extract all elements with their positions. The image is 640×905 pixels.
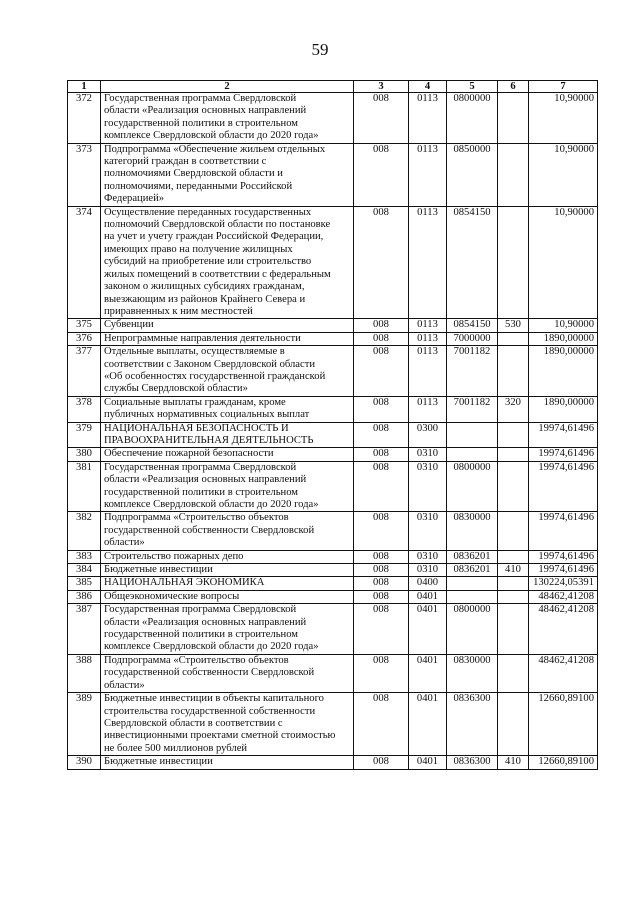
table-row — [68, 143, 598, 206]
row-number: 389 — [68, 693, 101, 756]
row-name-line: законом о жилищных субсидиях гражданам, — [104, 281, 305, 293]
row-amount: 10,90000 — [529, 206, 598, 319]
code-section: 008 — [354, 577, 409, 590]
code-subsection: 0401 — [409, 756, 447, 769]
code-section: 008 — [354, 319, 409, 332]
row-name — [101, 206, 354, 319]
row-amount: 10,90000 — [529, 319, 598, 332]
row-name-line: НАЦИОНАЛЬНАЯ ЭКОНОМИКА — [104, 577, 265, 589]
row-name-line: НАЦИОНАЛЬНАЯ БЕЗОПАСНОСТЬ И — [104, 422, 289, 434]
row-amount: 130224,05391 — [529, 577, 598, 590]
row-name-line: государственной политики в строительном — [104, 117, 298, 129]
code-target — [447, 577, 498, 590]
table-row — [68, 512, 598, 550]
code-subsection: 0113 — [409, 143, 447, 206]
row-amount: 19974,61496 — [529, 448, 598, 461]
row-number: 388 — [68, 654, 101, 692]
code-subsection: 0310 — [409, 550, 447, 563]
code-expense-type — [498, 143, 529, 206]
code-target: 7000000 — [447, 332, 498, 345]
row-number: 377 — [68, 346, 101, 397]
row-name-line: категорий граждан в соответствии с — [104, 156, 267, 168]
row-name — [101, 346, 354, 397]
row-name-line: Бюджетные инвестиции — [104, 756, 213, 768]
row-name-line: полномочиями Свердловской области и — [104, 168, 283, 180]
table-row — [68, 346, 598, 397]
row-amount: 12660,89100 — [529, 756, 598, 769]
budget-table — [67, 80, 598, 770]
code-target: 0854150 — [447, 319, 498, 332]
table-row — [68, 422, 598, 448]
table-row — [68, 577, 598, 590]
code-target — [447, 590, 498, 603]
row-name-line: Общеэкономические вопросы — [104, 590, 240, 602]
code-expense-type — [498, 346, 529, 397]
code-subsection: 0401 — [409, 604, 447, 655]
code-expense-type — [498, 206, 529, 319]
code-target: 0854150 — [447, 206, 498, 319]
row-name-line: Отдельные выплаты, осуществляемые в — [104, 346, 285, 358]
row-name — [101, 512, 354, 550]
row-name — [101, 93, 354, 144]
row-name-line: государственной политики в строительном — [104, 486, 298, 498]
code-expense-type: 410 — [498, 756, 529, 769]
row-name-line: полномочиями, переданными Российской — [104, 180, 293, 192]
code-subsection: 0310 — [409, 564, 447, 577]
row-number: 379 — [68, 422, 101, 448]
table-row — [68, 756, 598, 769]
row-name-line: Подпрограмма «Строительство объектов — [104, 512, 289, 524]
code-expense-type — [498, 93, 529, 144]
code-section: 008 — [354, 550, 409, 563]
code-target — [447, 448, 498, 461]
row-name — [101, 332, 354, 345]
code-section: 008 — [354, 332, 409, 345]
row-name-line: соответствии с Законом Свердловской области — [104, 358, 316, 370]
row-name — [101, 396, 354, 422]
code-expense-type — [498, 550, 529, 563]
row-name-line: Государственная программа Свердловской — [104, 461, 297, 473]
row-name-line: ПРАВООХРАНИТЕЛЬНАЯ ДЕЯТЕЛЬНОСТЬ — [104, 434, 314, 446]
row-name-line: Подпрограмма «Обеспечение жильем отдельных — [104, 143, 326, 155]
table-row — [68, 564, 598, 577]
table-row — [68, 396, 598, 422]
table-header-row — [68, 81, 598, 93]
header-cell: 4 — [409, 81, 447, 93]
code-target: 0836201 — [447, 564, 498, 577]
row-name-line: области «Реализация основных направлений — [104, 474, 307, 486]
row-name-line: инвестиционными проектами сметной стоимостью — [104, 730, 336, 742]
row-name — [101, 461, 354, 512]
code-section: 008 — [354, 564, 409, 577]
row-name — [101, 577, 354, 590]
table-row — [68, 604, 598, 655]
row-amount: 19974,61496 — [529, 512, 598, 550]
row-amount: 12660,89100 — [529, 693, 598, 756]
row-name-line: Федерацией» — [104, 193, 165, 205]
row-name-line: Бюджетные инвестиции — [104, 564, 213, 576]
row-name-line: области» — [104, 679, 145, 691]
row-number: 386 — [68, 590, 101, 603]
row-name-line: комплексе Свердловской области до 2020 года» — [104, 641, 319, 653]
code-section: 008 — [354, 396, 409, 422]
row-name — [101, 590, 354, 603]
code-expense-type — [498, 422, 529, 448]
row-name-line: Обеспечение пожарной безопасности — [104, 448, 274, 460]
page-number: 59 — [311, 40, 329, 59]
row-number: 387 — [68, 604, 101, 655]
code-target: 0800000 — [447, 604, 498, 655]
header-cell: 2 — [101, 81, 354, 93]
row-name — [101, 319, 354, 332]
row-name-line: «Об особенностях государственной гражданской — [104, 370, 326, 382]
code-target: 7001182 — [447, 346, 498, 397]
row-name-line: государственной собственности Свердловской — [104, 667, 315, 679]
table-row — [68, 319, 598, 332]
row-name — [101, 550, 354, 563]
table-row — [68, 654, 598, 692]
row-name-line: выезжающим из районов Крайнего Севера и — [104, 293, 306, 305]
code-expense-type — [498, 604, 529, 655]
row-name — [101, 564, 354, 577]
header-cell: 7 — [529, 81, 598, 93]
row-name-line: Бюджетные инвестиции в объекты капитального — [104, 693, 324, 705]
header-cell: 6 — [498, 81, 529, 93]
code-section: 008 — [354, 512, 409, 550]
header-cell: 1 — [68, 81, 101, 93]
row-name — [101, 654, 354, 692]
row-name-line: Свердловской области в соответствии с — [104, 717, 283, 729]
code-expense-type — [498, 448, 529, 461]
code-subsection: 0113 — [409, 332, 447, 345]
row-amount: 10,90000 — [529, 93, 598, 144]
row-name-line: Осуществление переданных государственных — [104, 206, 312, 218]
table-row — [68, 93, 598, 144]
code-target: 0836201 — [447, 550, 498, 563]
row-number: 385 — [68, 577, 101, 590]
row-number: 373 — [68, 143, 101, 206]
row-name-line: публичных нормативных социальных выплат — [104, 409, 310, 421]
row-name-line: строительства государственной собственности — [104, 705, 316, 717]
code-expense-type — [498, 577, 529, 590]
code-target: 0800000 — [447, 93, 498, 144]
row-number: 382 — [68, 512, 101, 550]
code-target: 0836300 — [447, 693, 498, 756]
row-name-line: приравненных к ним местностей — [104, 305, 253, 317]
header-cell: 5 — [447, 81, 498, 93]
row-number: 376 — [68, 332, 101, 345]
row-name — [101, 604, 354, 655]
code-expense-type — [498, 654, 529, 692]
code-expense-type — [498, 461, 529, 512]
row-name — [101, 448, 354, 461]
row-name-line: Непрограммные направления деятельности — [104, 332, 301, 344]
code-section: 008 — [354, 93, 409, 144]
row-name-line: комплексе Свердловской области до 2020 года» — [104, 499, 319, 510]
row-name-line: Социальные выплаты гражданам, кроме — [104, 396, 286, 408]
code-subsection: 0401 — [409, 590, 447, 603]
code-subsection: 0300 — [409, 422, 447, 448]
row-name-line: полномочий Свердловской области по постановке — [104, 219, 331, 231]
row-name-line: Государственная программа Свердловской — [104, 604, 297, 616]
code-subsection: 0113 — [409, 319, 447, 332]
code-section: 008 — [354, 206, 409, 319]
code-subsection: 0310 — [409, 448, 447, 461]
code-expense-type — [498, 590, 529, 603]
row-name — [101, 143, 354, 206]
code-section: 008 — [354, 693, 409, 756]
code-target: 0830000 — [447, 512, 498, 550]
table-row — [68, 332, 598, 345]
row-number: 374 — [68, 206, 101, 319]
row-name-line: Подпрограмма «Строительство объектов — [104, 654, 289, 666]
code-target: 0836300 — [447, 756, 498, 769]
code-target: 0830000 — [447, 654, 498, 692]
code-section: 008 — [354, 590, 409, 603]
row-number: 378 — [68, 396, 101, 422]
row-amount: 48462,41208 — [529, 590, 598, 603]
table-row — [68, 206, 598, 319]
row-name-line: не более 500 миллионов рублей — [104, 742, 248, 754]
code-expense-type — [498, 693, 529, 756]
row-name-line: области» — [104, 537, 145, 549]
code-section: 008 — [354, 654, 409, 692]
row-name-line: области «Реализация основных направлений — [104, 105, 307, 117]
row-amount: 1890,00000 — [529, 332, 598, 345]
table-row — [68, 590, 598, 603]
row-number: 383 — [68, 550, 101, 563]
code-section: 008 — [354, 448, 409, 461]
row-number: 390 — [68, 756, 101, 769]
code-section: 008 — [354, 604, 409, 655]
code-expense-type: 530 — [498, 319, 529, 332]
table-row — [68, 550, 598, 563]
code-expense-type — [498, 332, 529, 345]
row-number: 380 — [68, 448, 101, 461]
row-name-line: комплексе Свердловской области до 2020 года» — [104, 130, 319, 142]
code-expense-type — [498, 512, 529, 550]
row-name-line: государственной политики в строительном — [104, 629, 298, 641]
row-number: 384 — [68, 564, 101, 577]
code-section: 008 — [354, 461, 409, 512]
code-target: 7001182 — [447, 396, 498, 422]
table-row — [68, 693, 598, 756]
row-name-line: Государственная программа Свердловской — [104, 93, 297, 104]
code-subsection: 0401 — [409, 693, 447, 756]
row-amount: 1890,00000 — [529, 396, 598, 422]
code-subsection: 0400 — [409, 577, 447, 590]
row-number: 375 — [68, 319, 101, 332]
table-row — [68, 461, 598, 512]
code-expense-type: 410 — [498, 564, 529, 577]
row-amount: 19974,61496 — [529, 422, 598, 448]
table-row — [68, 448, 598, 461]
row-name-line: службы Свердловской области» — [104, 383, 248, 395]
row-name-line: государственной собственности Свердловской — [104, 524, 315, 536]
row-amount: 19974,61496 — [529, 461, 598, 512]
header-cell: 3 — [354, 81, 409, 93]
row-name-line: на учет и учету граждан Российской Федерации, — [104, 231, 324, 243]
code-target — [447, 422, 498, 448]
code-subsection: 0401 — [409, 654, 447, 692]
row-name-line: Строительство пожарных депо — [104, 550, 244, 562]
row-number: 372 — [68, 93, 101, 144]
code-section: 008 — [354, 756, 409, 769]
code-subsection: 0113 — [409, 396, 447, 422]
code-section: 008 — [354, 346, 409, 397]
row-name-line: жилых помещений в соответствии с федеральным — [104, 268, 331, 280]
code-subsection: 0113 — [409, 346, 447, 397]
row-amount: 1890,00000 — [529, 346, 598, 397]
table-body — [68, 93, 598, 770]
row-name — [101, 756, 354, 769]
code-target: 0800000 — [447, 461, 498, 512]
row-name-line: имеющих право на получение жилищных — [104, 243, 293, 255]
row-name — [101, 693, 354, 756]
row-amount: 48462,41208 — [529, 654, 598, 692]
row-amount: 19974,61496 — [529, 564, 598, 577]
row-number: 381 — [68, 461, 101, 512]
code-subsection: 0113 — [409, 93, 447, 144]
code-subsection: 0113 — [409, 206, 447, 319]
code-subsection: 0310 — [409, 512, 447, 550]
row-amount: 19974,61496 — [529, 550, 598, 563]
row-name-line: области «Реализация основных направлений — [104, 616, 307, 628]
row-amount: 48462,41208 — [529, 604, 598, 655]
row-name-line: субсидий на приобретение или строительство — [104, 256, 312, 268]
code-expense-type: 320 — [498, 396, 529, 422]
row-name-line: Субвенции — [104, 319, 154, 331]
code-section: 008 — [354, 422, 409, 448]
row-amount: 10,90000 — [529, 143, 598, 206]
code-target: 0850000 — [447, 143, 498, 206]
code-subsection: 0310 — [409, 461, 447, 512]
code-section: 008 — [354, 143, 409, 206]
row-name — [101, 422, 354, 448]
